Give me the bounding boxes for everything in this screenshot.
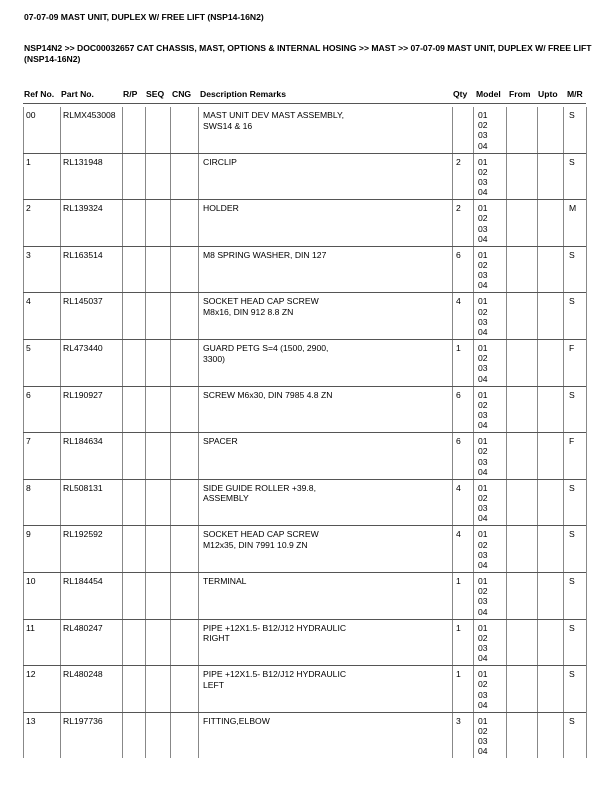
row-divider	[23, 479, 586, 480]
mr-code: S	[569, 529, 575, 540]
part-no: RL508131	[63, 482, 103, 493]
ref-no: 11	[26, 622, 35, 633]
mr-code: S	[569, 389, 575, 400]
part-no: RL197736	[63, 715, 103, 726]
model-list: 01 02 03 04	[478, 296, 488, 337]
part-no: RL184454	[63, 576, 103, 586]
qty: 1	[456, 343, 461, 353]
ref-no: 2	[26, 203, 31, 214]
description: FITTING,ELBOW	[203, 715, 270, 726]
mr-code: S	[569, 482, 575, 493]
ref-no: 10	[26, 576, 36, 586]
row-divider	[23, 386, 586, 387]
col-qty: Qty	[453, 89, 468, 99]
ref-no: 1	[26, 156, 31, 167]
col-mr: M/R	[567, 89, 583, 99]
part-no: RLMX453008	[63, 110, 116, 120]
ref-no: 12	[26, 669, 36, 680]
qty: 6	[456, 249, 461, 260]
qty: 1	[456, 576, 461, 586]
part-no: RL139324	[63, 203, 103, 214]
ref-no: 5	[26, 343, 31, 353]
qty: 4	[456, 482, 461, 493]
description: PIPE +12X1.5- B12/J12 HYDRAULIC LEFT	[203, 669, 347, 690]
model-list: 01 02 03 04	[478, 715, 488, 757]
row-divider	[23, 292, 586, 293]
qty: 2	[456, 156, 461, 167]
ref-no: 7	[26, 436, 31, 447]
ref-no: 4	[26, 296, 31, 307]
row-divider	[23, 572, 586, 573]
part-no: RL480248	[63, 669, 103, 680]
part-no: RL473440	[63, 343, 103, 353]
model-list: 01 02 03 04	[478, 529, 488, 570]
description: MAST UNIT DEV MAST ASSEMBLY, SWS14 & 16	[203, 110, 345, 131]
mr-code: S	[569, 110, 575, 120]
mr-code: F	[569, 343, 575, 353]
col-from: From	[509, 89, 531, 99]
col-seq: SEQ	[146, 89, 165, 99]
description: PIPE +12X1.5- B12/J12 HYDRAULIC RIGHT	[203, 622, 347, 644]
mr-code: S	[569, 715, 575, 726]
description: SIDE GUIDE ROLLER +39.8, ASSEMBLY	[203, 482, 316, 504]
qty: 2	[456, 203, 461, 214]
model-list: 01 02 03 04	[478, 576, 488, 617]
mr-code: M	[569, 203, 577, 214]
ref-no: 3	[26, 249, 31, 260]
ref-no: 8	[26, 482, 31, 493]
part-no: RL163514	[63, 249, 103, 260]
qty: 4	[456, 529, 461, 540]
column-divider	[586, 107, 587, 758]
model-list: 01 02 03 04	[478, 249, 488, 291]
mr-code: S	[569, 156, 575, 167]
description: CIRCLIP	[203, 156, 237, 167]
col-ref-no: Ref No.	[24, 89, 55, 99]
row-divider	[23, 246, 586, 247]
model-list: 01 02 03 04	[478, 156, 488, 198]
col-upto: Upto	[538, 89, 558, 99]
mr-code: S	[569, 249, 575, 260]
header-divider	[23, 103, 586, 104]
description: HOLDER	[203, 203, 239, 214]
description: M8 SPRING WASHER, DIN 127	[203, 249, 327, 260]
part-no: RL480247	[63, 622, 103, 633]
row-divider	[23, 525, 586, 526]
part-no: RL192592	[63, 529, 103, 540]
col-part-no: Part No.	[61, 89, 94, 99]
model-list: 01 02 03 04	[478, 482, 488, 524]
ref-no: 00	[26, 110, 36, 120]
model-list: 01 02 03 04	[478, 389, 488, 431]
row-divider	[23, 199, 586, 200]
col-description: Description Remarks	[200, 89, 286, 99]
description: GUARD PETG S=4 (1500, 2900, 3300)	[203, 343, 329, 364]
mr-code: S	[569, 576, 575, 586]
part-no: RL184634	[63, 436, 103, 447]
row-divider	[23, 619, 586, 620]
breadcrumb: NSP14N2 >> DOC00032657 CAT CHASSIS, MAST, OPTIONS & INTERNAL HOSING >> MAST >> 07-07-09 MAST UNIT, DUPLEX W/ FREE LIFT (NSP14-16N2)	[24, 43, 592, 64]
mr-code: S	[569, 669, 575, 680]
description: SOCKET HEAD CAP SCREW M12x35, DIN 7991 10.9 ZN	[203, 529, 319, 550]
qty: 3	[456, 715, 461, 726]
description: TERMINAL	[203, 576, 247, 586]
description: SCREW M6x30, DIN 7985 4.8 ZN	[203, 389, 333, 400]
model-list: 01 02 03 04	[478, 203, 488, 244]
col-cng: CNG	[172, 89, 192, 99]
ref-no: 9	[26, 529, 31, 540]
model-list: 01 02 03 04	[478, 622, 488, 664]
qty: 1	[456, 622, 461, 633]
mr-code: S	[569, 622, 575, 633]
page-title: 07-07-09 MAST UNIT, DUPLEX W/ FREE LIFT (NSP14-16N2)	[24, 12, 264, 22]
model-list: 01 02 03 04	[478, 110, 488, 151]
qty: 6	[456, 436, 461, 447]
mr-code: S	[569, 296, 575, 307]
row-divider	[23, 432, 586, 433]
col-rp: R/P	[123, 89, 138, 99]
part-no: RL190927	[63, 389, 103, 400]
model-list: 01 02 03 04	[478, 343, 488, 384]
qty: 6	[456, 389, 461, 400]
description: SPACER	[203, 436, 238, 447]
qty: 1	[456, 669, 461, 680]
row-divider	[23, 339, 586, 340]
col-model: Model	[476, 89, 501, 99]
description: SOCKET HEAD CAP SCREW M8x16, DIN 912 8.8 ZN	[203, 296, 319, 317]
row-divider	[23, 665, 586, 666]
part-no: RL145037	[63, 296, 103, 307]
row-divider	[23, 712, 586, 713]
qty: 4	[456, 296, 461, 307]
row-divider	[23, 153, 586, 154]
mr-code: F	[569, 436, 575, 447]
ref-no: 13	[26, 715, 36, 726]
part-no: RL131948	[63, 156, 103, 167]
ref-no: 6	[26, 389, 31, 400]
model-list: 01 02 03 04	[478, 669, 488, 710]
model-list: 01 02 03 04	[478, 436, 488, 477]
